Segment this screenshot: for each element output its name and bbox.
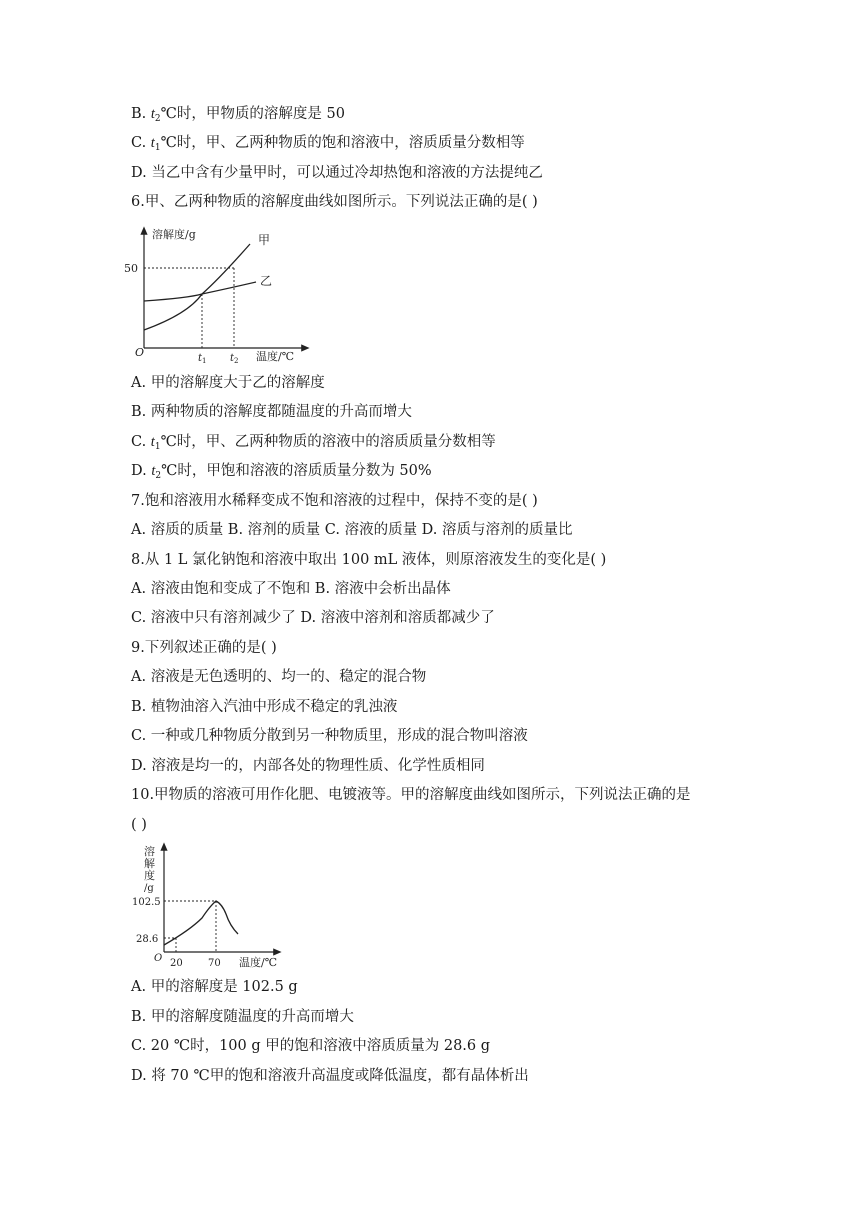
q10-option-d: D. 将 70 ℃甲的饱和溶液升高温度或降低温度，都有晶体析出 (131, 1068, 529, 1084)
q10-option-a: A. 甲的溶解度是 102.5 g (131, 979, 298, 995)
q9-option-c: C. 一种或几种物质分散到另一种物质里，形成的混合物叫溶液 (131, 728, 528, 744)
q6-option-b: B. 两种物质的溶解度都随温度的升高而增大 (131, 404, 412, 420)
svg-text:溶: 溶 (144, 845, 155, 858)
q9-stem: 9.下列叙述正确的是( ) (131, 640, 277, 656)
q6-option-d: D. $t_2℃$时，甲饱和溶液的溶质质量分数为 50% (131, 463, 432, 481)
q7-stem: 7.饱和溶液用水稀释变成不饱和溶液的过程中，保持不变的是( ) (131, 493, 538, 509)
q10-option-b: B. 甲的溶解度随温度的升高而增大 (131, 1009, 354, 1025)
q10-stem-line1: 10.甲物质的溶液可用作化肥、电镀液等。甲的溶解度曲线如图所示，下列说法正确的是 (131, 787, 691, 803)
q10-y-tick-102-5: 102.5 (132, 897, 161, 908)
q7-options: A. 溶质的质量 B. 溶剂的质量 C. 溶液的质量 D. 溶质与溶剂的质量比 (131, 522, 573, 538)
svg-text:/g: /g (144, 883, 154, 894)
q9-option-d: D. 溶液是均一的，内部各处的物理性质、化学性质相同 (131, 758, 485, 774)
q6-solubility-chart (118, 222, 318, 368)
q6-series-yi-label: 乙 (260, 274, 273, 288)
q5-option-b: B. $t_2℃$时，甲物质的溶解度是 50 (131, 106, 345, 124)
q10-x-tick-20: 20 (170, 958, 183, 969)
q10-solubility-chart (130, 842, 286, 970)
q5-option-c: C. $t_1℃$时，甲、乙两种物质的饱和溶液中，溶质质量分数相等 (131, 135, 525, 153)
q8-options-ab: A. 溶液由饱和变成了不饱和 B. 溶液中会析出晶体 (131, 581, 451, 597)
q10-y-tick-28-6: 28.6 (136, 934, 159, 945)
q5-option-d: D. 当乙中含有少量甲时，可以通过冷却热饱和溶液的方法提纯乙 (131, 165, 543, 181)
q8-stem: 8.从 1 L 氯化钠饱和溶液中取出 100 mL 液体，则原溶液发生的变化是( ) (131, 552, 607, 568)
q10-origin-label: O (154, 953, 163, 964)
q6-curve-yi (144, 282, 256, 301)
q6-y-tick-50: 50 (124, 262, 138, 275)
q8-options-cd: C. 溶液中只有溶剂减少了 D. 溶液中溶剂和溶质都减少了 (131, 610, 495, 626)
q10-option-c: C. 20 ℃时，100 g 甲的饱和溶液中溶质质量为 28.6 g (131, 1038, 491, 1054)
q6-origin-label: O (135, 346, 145, 359)
q10-x-axis-label: 温度/℃ (239, 956, 278, 969)
q6-x-axis-label: 温度/℃ (256, 350, 295, 363)
svg-text:度: 度 (144, 869, 155, 882)
q6-y-axis-label: 溶解度/g (152, 228, 196, 241)
q10-stem-line2: ( ) (131, 817, 147, 833)
q6-x-tick-t2: $t_2$ (230, 353, 239, 365)
q6-stem: 6.甲、乙两种物质的溶解度曲线如图所示。下列说法正确的是( ) (131, 194, 538, 210)
q9-option-a: A. 溶液是无色透明的、均一的、稳定的混合物 (131, 669, 427, 685)
q6-option-a: A. 甲的溶解度大于乙的溶解度 (131, 375, 325, 391)
q9-option-b: B. 植物油溶入汽油中形成不稳定的乳浊液 (131, 699, 398, 715)
q6-series-jia-label: 甲 (258, 233, 271, 247)
q10-curve-jia (164, 901, 238, 945)
q10-x-tick-70: 70 (208, 958, 221, 969)
q6-option-c: C. $t_1℃$时，甲、乙两种物质的溶液中的溶质质量分数相等 (131, 434, 496, 452)
svg-text:解: 解 (144, 857, 155, 870)
q6-x-tick-t1: $t_1$ (198, 353, 207, 365)
